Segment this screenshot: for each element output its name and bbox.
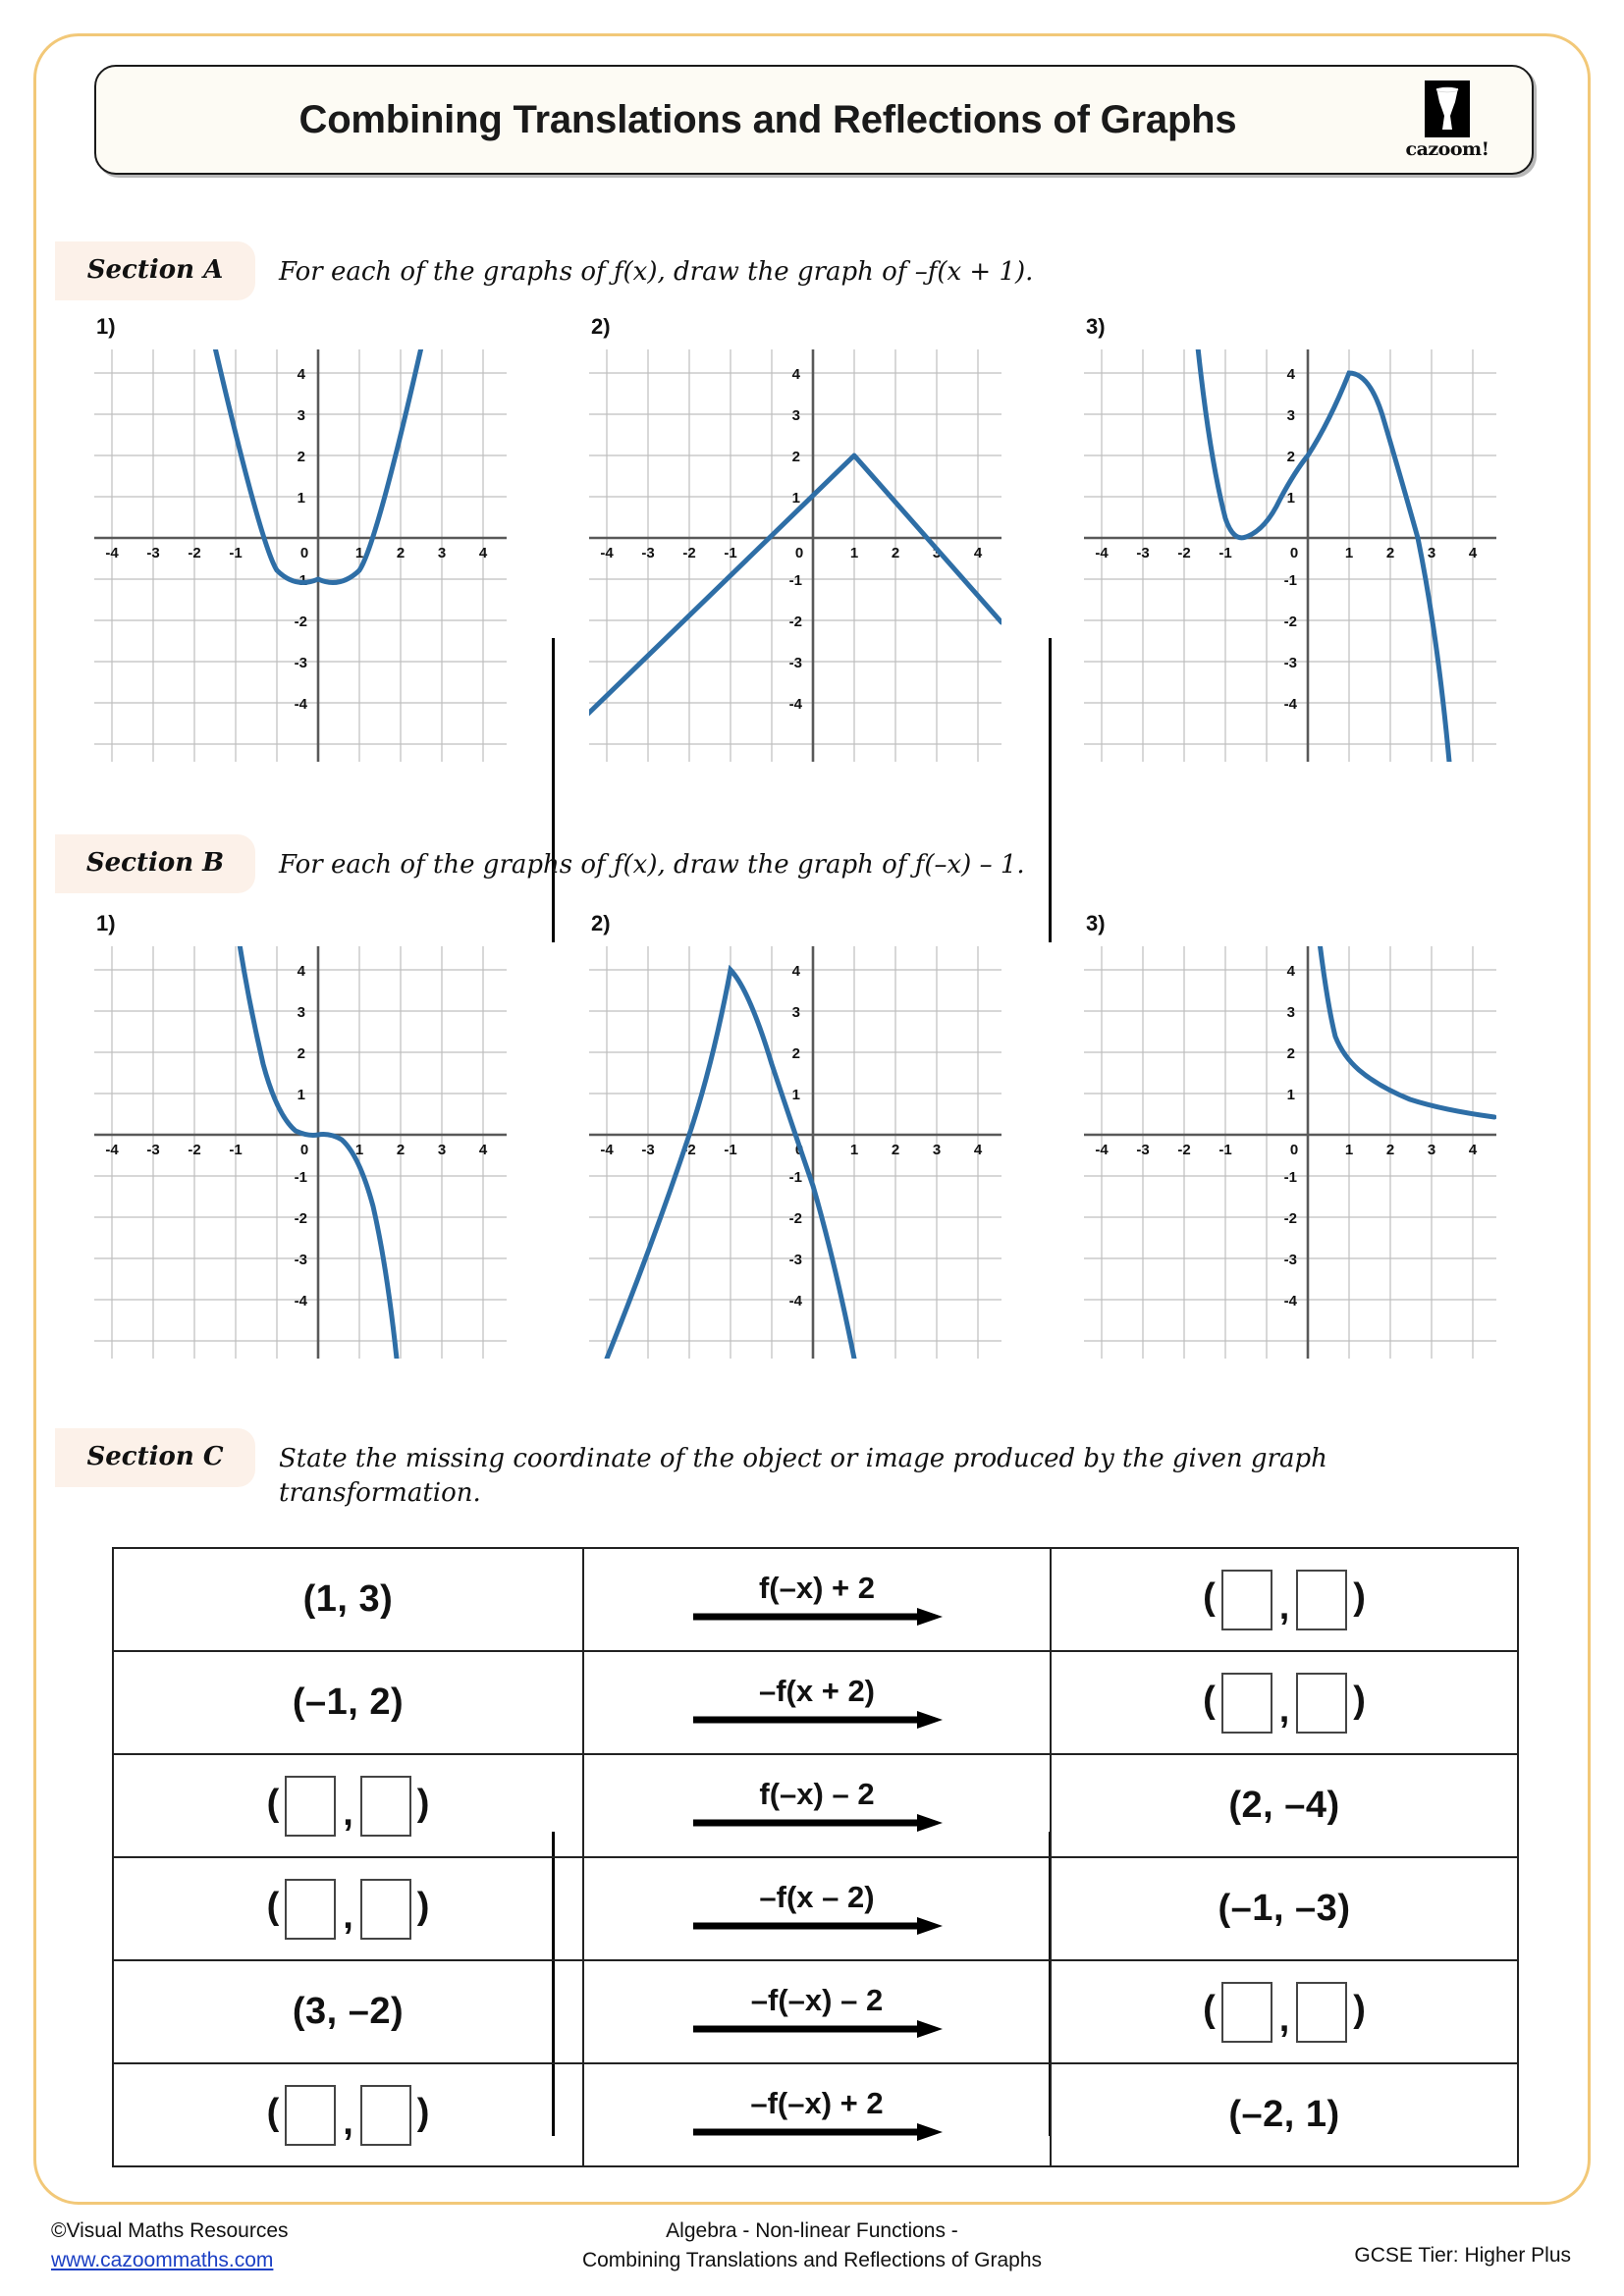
answer-box-x[interactable] bbox=[1221, 1570, 1272, 1630]
graph-a3-number: 3) bbox=[1086, 314, 1106, 339]
graph-a2-number: 2) bbox=[591, 314, 611, 339]
right-arrow-icon bbox=[689, 1813, 945, 1835]
answer-box-y[interactable] bbox=[1296, 1982, 1347, 2043]
svg-text:-4: -4 bbox=[1095, 1142, 1109, 1158]
svg-text:3: 3 bbox=[1286, 407, 1295, 424]
svg-text:1: 1 bbox=[297, 490, 305, 507]
section-a-header bbox=[55, 241, 1547, 300]
answer-box-y[interactable] bbox=[360, 1879, 411, 1940]
section-b-prompt: For each of the graphs of ƒ(x), draw the graph of ƒ(–x) – 1. bbox=[279, 850, 1025, 880]
svg-text:2: 2 bbox=[297, 1045, 305, 1062]
svg-text:-1: -1 bbox=[294, 1169, 307, 1186]
table-row bbox=[113, 1960, 1518, 2063]
transformation-cell bbox=[583, 1960, 1051, 2063]
svg-text:1: 1 bbox=[1286, 490, 1295, 507]
table-row bbox=[113, 1651, 1518, 1754]
svg-text:1: 1 bbox=[1286, 1087, 1295, 1103]
svg-text:-1: -1 bbox=[229, 545, 243, 561]
svg-text:4: 4 bbox=[791, 366, 800, 383]
graph-a2[interactable] bbox=[589, 314, 1051, 766]
object-coordinate: (3, –2) bbox=[292, 1991, 405, 2032]
table-row bbox=[113, 2063, 1518, 2166]
svg-text:4: 4 bbox=[478, 545, 488, 561]
cazoom-logo bbox=[1384, 80, 1510, 160]
section-b-graphs bbox=[0, 911, 1624, 1372]
graph-a3-plot[interactable] bbox=[1084, 349, 1496, 762]
svg-text:-4: -4 bbox=[788, 1293, 802, 1309]
section-c-header bbox=[55, 1428, 1547, 1511]
object-cell bbox=[113, 1651, 583, 1754]
svg-text:4: 4 bbox=[1468, 545, 1478, 561]
svg-text:0: 0 bbox=[794, 1142, 804, 1158]
svg-text:-3: -3 bbox=[641, 1142, 655, 1158]
svg-text:4: 4 bbox=[297, 366, 305, 383]
svg-text:-2: -2 bbox=[1177, 1142, 1191, 1158]
transformation-label: –f(x – 2) bbox=[759, 1880, 875, 1914]
graph-a1-plot[interactable] bbox=[94, 349, 507, 762]
object-cell[interactable] bbox=[113, 2063, 583, 2166]
worksheet-title-box bbox=[94, 65, 1534, 175]
svg-text:-4: -4 bbox=[600, 545, 614, 561]
svg-text:4: 4 bbox=[1286, 963, 1295, 980]
logo-wordmark: cazoom! bbox=[1405, 137, 1489, 160]
transformation-label: f(–x) – 2 bbox=[759, 1777, 875, 1811]
svg-text:4: 4 bbox=[478, 1142, 488, 1158]
svg-text:-1: -1 bbox=[294, 572, 307, 589]
svg-text:-4: -4 bbox=[105, 1142, 119, 1158]
svg-text:-2: -2 bbox=[1177, 545, 1191, 561]
svg-text:1: 1 bbox=[1344, 545, 1354, 561]
image-cell[interactable] bbox=[1051, 1548, 1518, 1651]
svg-text:-4: -4 bbox=[294, 1293, 307, 1309]
svg-text:3: 3 bbox=[932, 1142, 942, 1158]
svg-text:-3: -3 bbox=[1283, 655, 1297, 671]
transformation-label: f(–x) + 2 bbox=[758, 1571, 876, 1605]
graph-b1-number: 1) bbox=[96, 911, 116, 935]
graph-a1[interactable] bbox=[94, 314, 556, 766]
image-coordinate: (–2, 1) bbox=[1228, 2094, 1340, 2135]
graph-b3-plot[interactable] bbox=[1084, 946, 1496, 1359]
svg-text:-3: -3 bbox=[788, 1252, 802, 1268]
svg-text:-2: -2 bbox=[788, 1210, 802, 1227]
svg-text:1: 1 bbox=[354, 545, 364, 561]
transformation-table bbox=[112, 1547, 1519, 2167]
section-a-graphs bbox=[0, 314, 1624, 775]
copyright-text: ©Visual Maths Resources bbox=[51, 2219, 289, 2242]
svg-text:-4: -4 bbox=[600, 1142, 614, 1158]
svg-text:-1: -1 bbox=[1283, 572, 1297, 589]
section-a-prompt: For each of the graphs of ƒ(x), draw the graph of –ƒ(x + 1). bbox=[279, 257, 1034, 287]
svg-text:0: 0 bbox=[794, 545, 804, 561]
graph-a3[interactable] bbox=[1084, 314, 1545, 766]
svg-text:-4: -4 bbox=[294, 696, 307, 713]
svg-text:3: 3 bbox=[1427, 1142, 1436, 1158]
graph-b1-plot[interactable] bbox=[94, 946, 507, 1359]
svg-text:-1: -1 bbox=[724, 545, 737, 561]
graph-b2[interactable] bbox=[589, 911, 1051, 1362]
svg-text:-3: -3 bbox=[788, 655, 802, 671]
svg-text:0: 0 bbox=[1289, 1142, 1299, 1158]
right-arrow-icon bbox=[689, 1607, 945, 1629]
svg-text:-3: -3 bbox=[146, 545, 160, 561]
object-coordinate-blank[interactable]: ( , ) bbox=[263, 2085, 434, 2146]
svg-text:1: 1 bbox=[849, 545, 859, 561]
svg-text:4: 4 bbox=[297, 963, 305, 980]
object-coordinate: (–1, 2) bbox=[292, 1682, 405, 1723]
object-coordinate: (1, 3) bbox=[302, 1578, 394, 1620]
image-coordinate-blank[interactable]: ( , ) bbox=[1199, 1673, 1370, 1734]
right-arrow-icon bbox=[689, 1710, 945, 1732]
tier-label: GCSE Tier: Higher Plus bbox=[1354, 2244, 1571, 2267]
svg-text:-1: -1 bbox=[229, 1142, 243, 1158]
svg-text:-2: -2 bbox=[188, 1142, 201, 1158]
table-row bbox=[113, 1857, 1518, 1960]
svg-text:-2: -2 bbox=[682, 545, 696, 561]
website-link[interactable]: www.cazoommaths.com bbox=[51, 2249, 274, 2272]
image-coordinate: (2, –4) bbox=[1228, 1785, 1340, 1826]
graph-b2-number: 2) bbox=[591, 911, 611, 935]
object-cell bbox=[113, 1548, 583, 1651]
subject-line-2: Combining Translations and Reflections of Graphs bbox=[581, 2249, 1043, 2272]
svg-text:3: 3 bbox=[437, 545, 447, 561]
svg-text:-3: -3 bbox=[1283, 1252, 1297, 1268]
svg-text:2: 2 bbox=[297, 449, 305, 465]
svg-text:-4: -4 bbox=[105, 545, 119, 561]
section-b-label: Section B bbox=[55, 834, 255, 893]
object-cell[interactable] bbox=[113, 1857, 583, 1960]
svg-text:4: 4 bbox=[1468, 1142, 1478, 1158]
image-cell[interactable] bbox=[1051, 1960, 1518, 2063]
svg-text:2: 2 bbox=[396, 1142, 406, 1158]
section-c-label: Section C bbox=[55, 1428, 255, 1487]
svg-text:0: 0 bbox=[299, 1142, 309, 1158]
svg-text:3: 3 bbox=[297, 407, 305, 424]
graph-b1[interactable] bbox=[94, 911, 556, 1362]
graph-divider-a1 bbox=[552, 638, 555, 942]
svg-text:3: 3 bbox=[791, 407, 800, 424]
svg-text:-1: -1 bbox=[724, 1142, 737, 1158]
answer-box-x[interactable] bbox=[285, 1879, 336, 1940]
right-arrow-icon bbox=[689, 2019, 945, 2041]
svg-text:-3: -3 bbox=[1136, 545, 1150, 561]
transformation-cell bbox=[583, 2063, 1051, 2166]
section-a-label: Section A bbox=[55, 241, 255, 300]
svg-text:-2: -2 bbox=[788, 614, 802, 630]
graph-b3-number: 3) bbox=[1086, 911, 1106, 935]
svg-text:-4: -4 bbox=[1095, 545, 1109, 561]
answer-box-x[interactable] bbox=[285, 2085, 336, 2146]
svg-text:-4: -4 bbox=[1283, 696, 1297, 713]
answer-box-x[interactable] bbox=[285, 1776, 336, 1837]
svg-text:-1: -1 bbox=[1283, 1169, 1297, 1186]
svg-text:0: 0 bbox=[299, 545, 309, 561]
svg-text:-1: -1 bbox=[1218, 545, 1232, 561]
transformation-label: –f(–x) + 2 bbox=[750, 2086, 884, 2120]
svg-text:4: 4 bbox=[791, 963, 800, 980]
object-coordinate-blank[interactable]: ( , ) bbox=[263, 1776, 434, 1837]
section-c-prompt: State the missing coordinate of the object or image produced by the given graph transformation. bbox=[279, 1444, 1327, 1508]
svg-text:1: 1 bbox=[354, 1142, 364, 1158]
page-title: Combining Translations and Reflections of Graphs bbox=[298, 97, 1237, 141]
transformation-cell bbox=[583, 1754, 1051, 1857]
svg-text:3: 3 bbox=[932, 545, 942, 561]
graph-a1-number: 1) bbox=[96, 314, 116, 339]
svg-text:4: 4 bbox=[973, 1142, 983, 1158]
svg-text:1: 1 bbox=[1344, 1142, 1354, 1158]
image-coordinate: (–1, –3) bbox=[1218, 1888, 1351, 1929]
transformation-label: –f(–x) – 2 bbox=[750, 1983, 884, 2017]
svg-text:4: 4 bbox=[1286, 366, 1295, 383]
svg-text:-3: -3 bbox=[294, 1252, 307, 1268]
image-cell[interactable] bbox=[1051, 1651, 1518, 1754]
table-row bbox=[113, 1548, 1518, 1651]
svg-text:-2: -2 bbox=[294, 614, 307, 630]
svg-text:2: 2 bbox=[791, 1045, 800, 1062]
image-cell bbox=[1051, 1857, 1518, 1960]
djembe-drum-glyph bbox=[1434, 86, 1461, 132]
right-arrow-icon bbox=[689, 2122, 945, 2144]
transformation-cell bbox=[583, 1857, 1051, 1960]
svg-text:-2: -2 bbox=[1283, 1210, 1297, 1227]
section-b-header bbox=[55, 834, 1547, 893]
svg-text:2: 2 bbox=[791, 449, 800, 465]
svg-text:3: 3 bbox=[1427, 545, 1436, 561]
djembe-drum-icon bbox=[1425, 80, 1470, 137]
svg-text:2: 2 bbox=[396, 545, 406, 561]
answer-box-y[interactable] bbox=[360, 2085, 411, 2146]
svg-text:1: 1 bbox=[297, 1087, 305, 1103]
svg-text:2: 2 bbox=[891, 1142, 900, 1158]
svg-text:2: 2 bbox=[1286, 449, 1295, 465]
svg-text:3: 3 bbox=[1286, 1004, 1295, 1021]
svg-text:-3: -3 bbox=[641, 545, 655, 561]
image-coordinate-blank[interactable]: ( , ) bbox=[1199, 1570, 1370, 1630]
svg-text:3: 3 bbox=[297, 1004, 305, 1021]
object-cell[interactable] bbox=[113, 1754, 583, 1857]
image-cell bbox=[1051, 1754, 1518, 1857]
svg-text:-1: -1 bbox=[788, 572, 802, 589]
graph-b2-plot[interactable] bbox=[589, 946, 1001, 1359]
graph-b3[interactable] bbox=[1084, 911, 1545, 1362]
object-cell bbox=[113, 1960, 583, 2063]
answer-box-y[interactable] bbox=[1296, 1570, 1347, 1630]
answer-box-y[interactable] bbox=[1296, 1673, 1347, 1734]
image-cell bbox=[1051, 2063, 1518, 2166]
object-coordinate-blank[interactable]: ( , ) bbox=[263, 1879, 434, 1940]
svg-text:-4: -4 bbox=[1283, 1293, 1297, 1309]
svg-text:-2: -2 bbox=[294, 1210, 307, 1227]
graph-divider-a2 bbox=[1049, 638, 1052, 942]
svg-text:1: 1 bbox=[791, 1087, 800, 1103]
transformation-cell bbox=[583, 1548, 1051, 1651]
answer-box-x[interactable] bbox=[1221, 1673, 1272, 1734]
transformation-cell bbox=[583, 1651, 1051, 1754]
svg-text:1: 1 bbox=[849, 1142, 859, 1158]
svg-text:-1: -1 bbox=[1218, 1142, 1232, 1158]
right-arrow-icon bbox=[689, 1916, 945, 1938]
svg-text:3: 3 bbox=[437, 1142, 447, 1158]
table-row bbox=[113, 1754, 1518, 1857]
answer-box-x[interactable] bbox=[1221, 1982, 1272, 2043]
graph-a2-plot[interactable] bbox=[589, 349, 1001, 762]
svg-text:1: 1 bbox=[791, 490, 800, 507]
svg-text:4: 4 bbox=[973, 545, 983, 561]
svg-text:-2: -2 bbox=[188, 545, 201, 561]
svg-text:-3: -3 bbox=[294, 655, 307, 671]
svg-text:3: 3 bbox=[791, 1004, 800, 1021]
svg-text:-3: -3 bbox=[1136, 1142, 1150, 1158]
svg-text:-3: -3 bbox=[146, 1142, 160, 1158]
svg-text:2: 2 bbox=[1385, 545, 1395, 561]
svg-text:-2: -2 bbox=[682, 1142, 696, 1158]
svg-text:2: 2 bbox=[1286, 1045, 1295, 1062]
image-coordinate-blank[interactable]: ( , ) bbox=[1199, 1982, 1370, 2043]
svg-text:-2: -2 bbox=[1283, 614, 1297, 630]
svg-text:2: 2 bbox=[891, 545, 900, 561]
svg-text:-4: -4 bbox=[788, 696, 802, 713]
svg-text:0: 0 bbox=[1289, 545, 1299, 561]
svg-text:2: 2 bbox=[1385, 1142, 1395, 1158]
transformation-label: –f(x + 2) bbox=[758, 1674, 876, 1708]
subject-line-1: Algebra - Non-linear Functions - bbox=[666, 2219, 958, 2242]
svg-text:-1: -1 bbox=[788, 1169, 802, 1186]
answer-box-y[interactable] bbox=[360, 1776, 411, 1837]
